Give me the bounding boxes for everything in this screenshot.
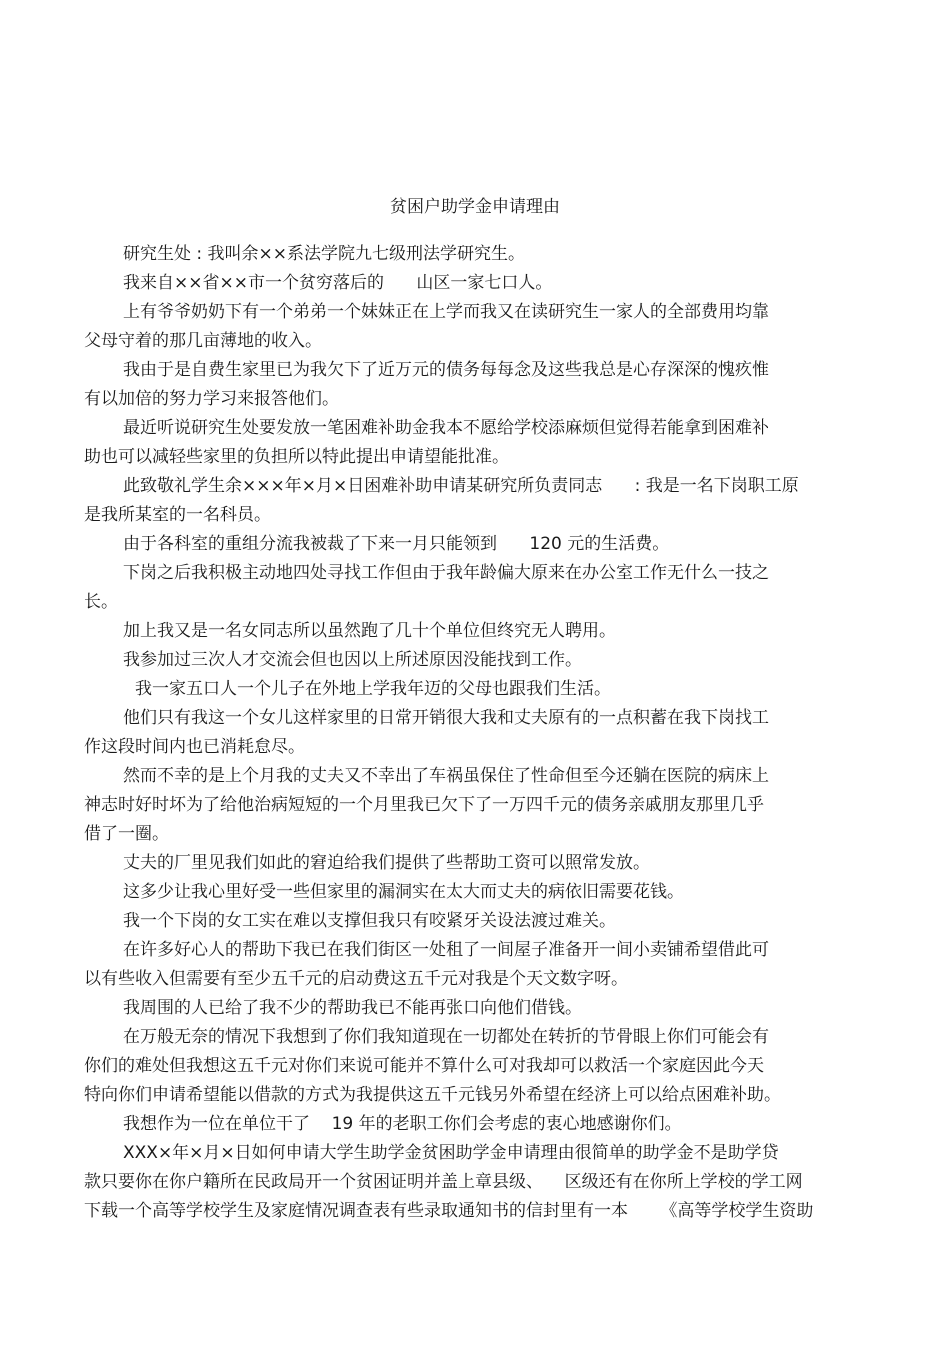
- text-line: 此致敬礼学生余×××年×月×日困难补助申请某研究所负责同志 : 我是一名下岗职工原: [123, 476, 799, 496]
- text-line: 我参加过三次人才交流会但也因以上所述原因没能找到工作。: [123, 650, 582, 670]
- text-line: 在许多好心人的帮助下我已在我们街区一处租了一间屋子准备开一间小卖铺希望借此可: [123, 940, 769, 960]
- text-line: 由于各科室的重组分流我被裁了下来一月只能领到 120 元的生活费。: [123, 534, 670, 554]
- text-line: 长。: [84, 592, 118, 612]
- text-line: 以有些收入但需要有至少五千元的启动费这五千元对我是个天文数字呀。: [84, 969, 628, 989]
- text-line: 他们只有我这一个女儿这样家里的日常开销很大我和丈夫原有的一点积蓄在我下岗找工: [123, 708, 769, 728]
- text-line: 款只要你在你户籍所在民政局开一个贫困证明并盖上章县级、 区级还有在你所上学校的学工网: [84, 1172, 803, 1192]
- text-line: 这多少让我心里好受一些但家里的漏洞实在太大而丈夫的病依旧需要花钱。: [123, 882, 684, 902]
- text-line: 特向你们申请希望能以借款的方式为我提供这五千元钱另外希望在经济上可以给点困难补助。: [84, 1085, 781, 1105]
- document-title: 贫困户助学金申请理由: [390, 197, 560, 217]
- text-line: 作这段时间内也已消耗怠尽。: [84, 737, 305, 757]
- text-line: 借了一圈。: [84, 824, 169, 844]
- text-line: 你们的难处但我想这五千元对你们来说可能并不算什么可对我却可以救活一个家庭因此今天: [84, 1056, 764, 1076]
- text-line: 上有爷爷奶奶下有一个弟弟一个妹妹正在上学而我又在读研究生一家人的全部费用均靠: [123, 302, 769, 322]
- text-line: 丈夫的厂里见我们如此的窘迫给我们提供了些帮助工资可以照常发放。: [123, 853, 650, 873]
- text-line: 我由于是自费生家里已为我欠下了近万元的债务每每念及这些我总是心存深深的愧疚惟: [123, 360, 769, 380]
- text-line: 加上我又是一名女同志所以虽然跑了几十个单位但终究无人聘用。: [123, 621, 616, 641]
- text-line: 是我所某室的一名科员。: [84, 505, 271, 525]
- text-line: XXX×年×月×日如何申请大学生助学金贫困助学金申请理由很简单的助学金不是助学贷: [123, 1143, 779, 1163]
- text-line: 神志时好时坏为了给他治病短短的一个月里我已欠下了一万四千元的债务亲戚朋友那里几乎: [84, 795, 764, 815]
- document-body: [84, 240, 864, 1226]
- text-line: 助也可以减轻些家里的负担所以特此提出申请望能批准。: [84, 447, 509, 467]
- text-line: 下岗之后我积极主动地四处寻找工作但由于我年龄偏大原来在办公室工作无什么一技之: [123, 563, 769, 583]
- text-line: 在万般无奈的情况下我想到了你们我知道现在一切都处在转折的节骨眼上你们可能会有: [123, 1027, 769, 1047]
- text-line: 我一个下岗的女工实在难以支撑但我只有咬紧牙关设法渡过难关。: [123, 911, 616, 931]
- text-line: 我来自××省××市一个贫穷落后的 山区一家七口人。: [123, 273, 553, 293]
- text-line: 研究生处 : 我叫余××系法学院九七级刑法学研究生。: [123, 244, 526, 264]
- text-line: 然而不幸的是上个月我的丈夫又不幸出了车祸虽保住了性命但至今还躺在医院的病床上: [123, 766, 769, 786]
- text-line: 我周围的人已给了我不少的帮助我已不能再张口向他们借钱。: [123, 998, 582, 1018]
- text-line: 最近听说研究生处要发放一笔困难补助金我本不愿给学校添麻烦但觉得若能拿到困难补: [123, 418, 769, 438]
- text-line: 父母守着的那几亩薄地的收入。: [84, 331, 322, 351]
- text-line: 有以加倍的努力学习来报答他们。: [84, 389, 339, 409]
- text-line: 我想作为一位在单位干了 19 年的老职工你们会考虑的衷心地感谢你们。: [123, 1114, 682, 1134]
- text-line: 下载一个高等学校学生及家庭情况调查表有些录取通知书的信封里有一本 《高等学校学生资助: [84, 1201, 814, 1221]
- text-line: 我一家五口人一个儿子在外地上学我年迈的父母也跟我们生活。: [135, 679, 611, 699]
